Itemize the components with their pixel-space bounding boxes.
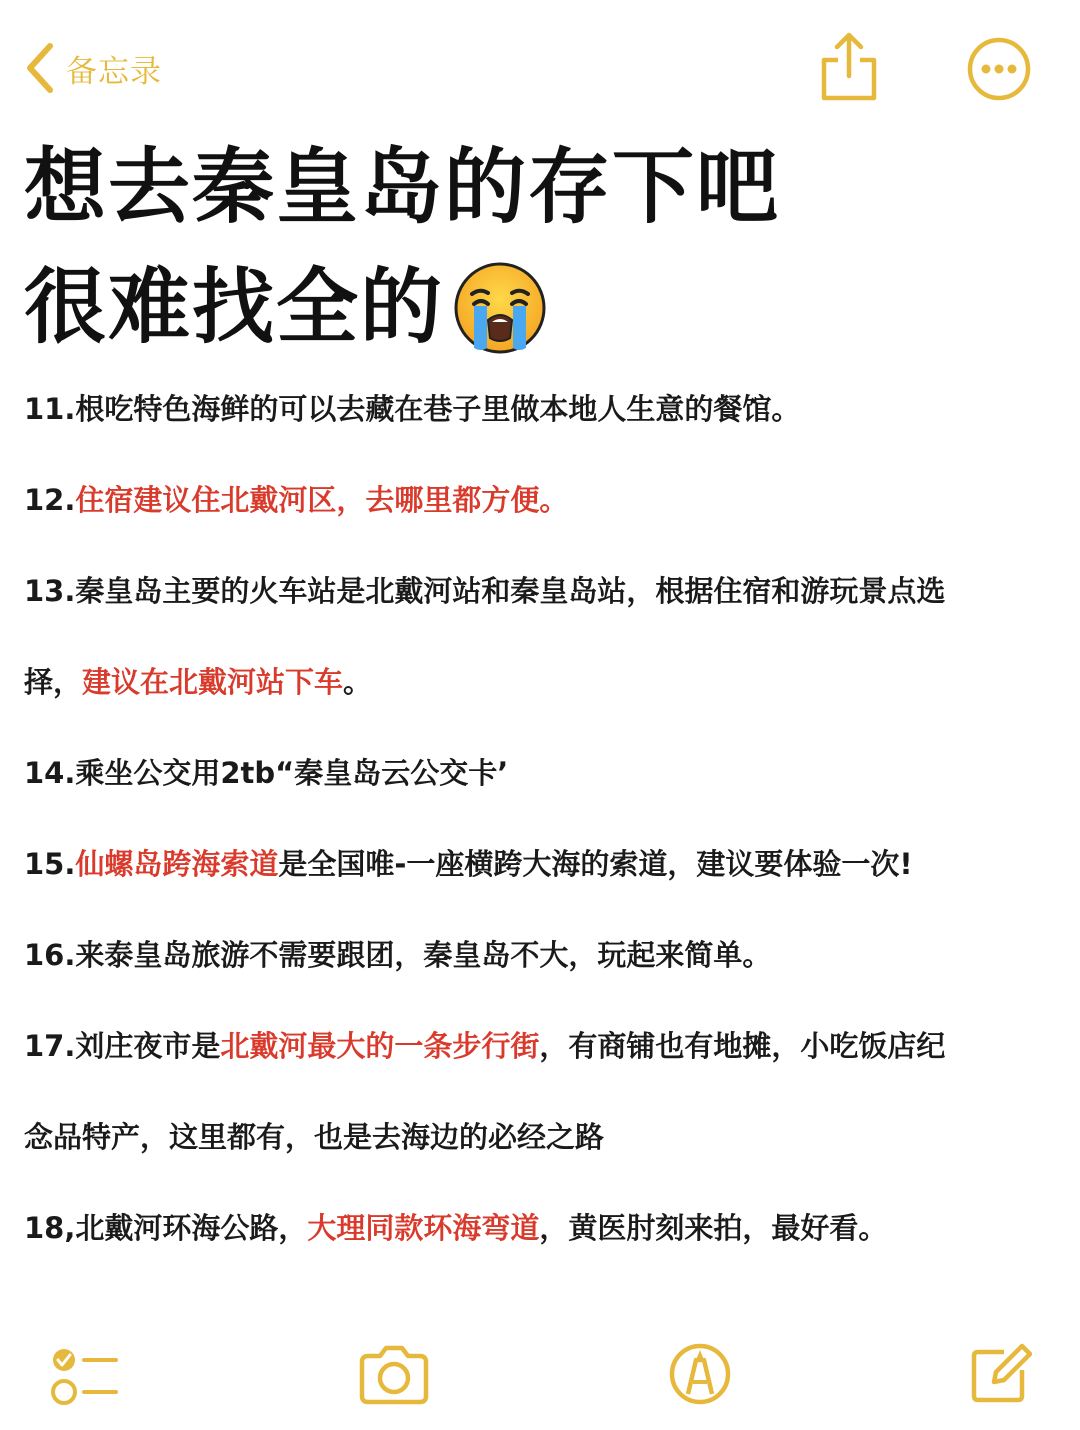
more-options-icon[interactable] [966,36,1032,102]
note-text: 15. [24,847,76,881]
note-text: 念品特产，这里都有，也是去海边的必经之路 [24,1120,605,1154]
note-text: ，黄医肘刻来拍，最好看。 [539,1211,888,1245]
note-text: 13.秦皇岛主要的火车站是北戴河站和秦皇岛站，根据住宿和游玩景点选 [24,574,946,608]
share-icon[interactable] [818,30,880,102]
note-text: 择， [24,665,83,699]
bottom-toolbar [0,1330,1080,1430]
loudly-crying-face-icon [452,260,548,356]
back-button[interactable] [22,38,162,98]
note-line [24,546,1064,637]
note-line [24,819,1064,910]
chevron-left-icon [22,40,58,96]
note-text: 14.乘坐公交用2tb“秦皇岛云公交卡’ [24,756,509,790]
note-title-text-2: 很难找全的 [24,260,445,355]
note-text: ，有商铺也有地摊，小吃饭店纪 [539,1029,946,1063]
note-line [24,728,1064,819]
note-title-line-2 [24,248,1064,368]
note-line [24,364,1064,455]
markup-pen-icon[interactable] [668,1342,732,1406]
highlighted-text: 大理同款环海弯道 [307,1211,540,1245]
note-line [24,1001,1064,1092]
note-line [24,637,1064,728]
note-line [24,1183,1064,1274]
note-text: 。 [343,665,373,699]
note-text: 16.来泰皇岛旅游不需要跟团，秦皇岛不大，玩起来简单。 [24,938,772,972]
highlighted-text: 住宿建议住北戴河区，去哪里都方便。 [75,483,569,517]
highlighted-text: 仙螺岛跨海索道 [75,847,279,881]
top-nav-bar [0,0,1080,130]
compose-icon[interactable] [968,1340,1032,1406]
camera-icon[interactable] [356,1344,432,1406]
note-line [24,910,1064,1001]
note-title-text-1: 想去秦皇岛的存下吧 [24,140,781,235]
note-body [24,364,1064,1274]
note-title-line-1 [24,128,1064,248]
checklist-icon[interactable] [50,1346,120,1408]
note-line [24,1092,1064,1183]
note-title [24,128,1064,368]
note-line [24,455,1064,546]
highlighted-text: 北戴河最大的一条步行街 [220,1029,540,1063]
note-text: 18,北戴河环海公路， [24,1211,308,1245]
note-text: 17.刘庄夜市是 [24,1029,221,1063]
highlighted-text: 建议在北戴河站下车 [82,665,344,699]
note-text: 是全国唯-一座横跨大海的索道，建议要体验一次! [278,847,913,881]
note-text: 12. [24,483,76,517]
note-text: 11.根吃特色海鲜的可以去藏在巷子里做本地人生意的餐馆。 [24,392,801,426]
back-button-label: 备忘录 [66,53,162,90]
